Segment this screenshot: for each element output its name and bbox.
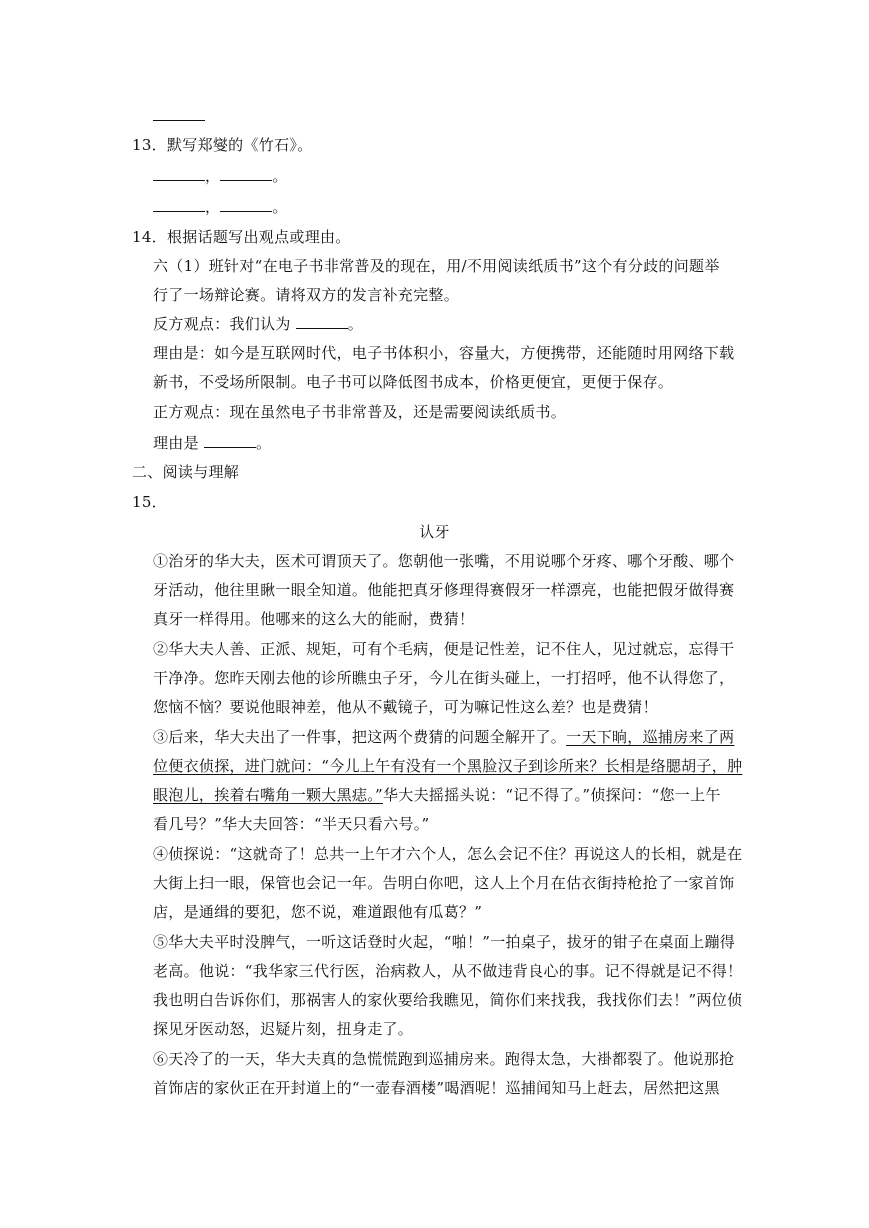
- q14-reason-line-2: 新书，不受场所限制。电子书可以降低图书成本，价格更便宜，更便于保存。: [153, 373, 674, 391]
- answer-blank[interactable]: [220, 197, 272, 212]
- poem-line-1: ， 。: [153, 166, 288, 186]
- passage-line: 眼泡儿，挨着右嘴角一颗大黑痣。”华大夫摇摇头说：“记不得了。”侦探问：“您一上午: [153, 786, 721, 804]
- passage-line: ⑥天冷了的一天，华大夫真的急慌慌跑到巡捕房来。跑得太急，大褂都裂了。他说那抢: [153, 1050, 735, 1068]
- answer-blank[interactable]: [220, 166, 272, 181]
- passage-line: ①治牙的华大夫，医术可谓顶天了。您朝他一张嘴，不用说哪个牙疼、哪个牙酸、哪个: [153, 552, 735, 570]
- section-heading: 二、阅读与理解: [132, 463, 240, 481]
- passage-line: 真牙一样得用。他哪来的这么大的能耐，费猜！: [153, 610, 475, 628]
- answer-blank[interactable]: [296, 314, 348, 329]
- passage-line: ②华大夫人善、正派、规矩，可有个毛病，便是记性差，记不住人，见过就忘，忘得干: [153, 640, 735, 658]
- passage-line: 牙活动，他往里瞅一眼全知道。他能把真牙修理得赛假牙一样漂亮，也能把假牙做得赛: [153, 581, 735, 599]
- q14-prompt-line-1: 六（1）班针对“在电子书非常普及的现在，用/不用阅读纸质书”这个有分歧的问题举: [153, 257, 720, 275]
- underlined-sentence: 位便衣侦探，进门就问：“今儿上午有没有一个黑脸汉子到诊所来？长相是络腮胡子，肿: [153, 757, 743, 775]
- passage-line: [153, 756, 742, 776]
- question-14-title: 14．根据话题写出观点或理由。: [132, 228, 351, 246]
- poem-line-2: ， 。: [153, 197, 288, 217]
- q14-reason-2: 理由是 。: [153, 434, 272, 452]
- passage-line: 看几号？”华大夫回答：“半天只看六号。”: [153, 815, 430, 833]
- passage-title: 认牙: [419, 523, 450, 541]
- passage-line: 大街上扫一眼，保管也会记一年。告明白你吧，这人上个月在估衣街持枪抢了一家首饰: [153, 874, 735, 892]
- q14-prompt-line-2: 行了一场辩论赛。请将双方的发言补充完整。: [153, 286, 460, 304]
- passage-line: 老高。他说：“我华家三代行医，治病救人，从不做违背良心的事。记不得就是记不得！: [153, 962, 743, 980]
- q14-reason-line-1: 理由是：如今是互联网时代，电子书体积小，容量大，方便携带，还能随时用网络下载: [153, 344, 735, 362]
- passage-line: 我也明白告诉你们，那祸害人的家伙要给我瞧见，简你们来找我，我找你们去！”两位侦: [153, 991, 743, 1009]
- passage-line: 店，是通缉的要犯，您不说，难道跟他有瓜葛？”: [153, 903, 483, 921]
- underlined-sentence: 眼泡儿，挨着右嘴角一颗大黑痣。”: [153, 786, 383, 804]
- q14-fan-viewpoint: 反方观点：我们认为 。: [153, 315, 364, 333]
- answer-blank[interactable]: [204, 433, 256, 448]
- passage-line: ⑤华大夫平时没脾气，一听这话登时火起，“啪！”一拍桌子，拔牙的钳子在桌面上蹦得: [153, 933, 736, 951]
- passage-line: 您恼不恼？要说他眼神差，他从不戴镜子，可为嘛记性这么差？也是费猜！: [153, 698, 658, 716]
- answer-blank[interactable]: [153, 166, 205, 181]
- passage-line: ④侦探说：“这就奇了！总共一上午才六个人，怎么会记不住？再说这人的长相，就是在: [153, 845, 743, 863]
- answer-blank[interactable]: [153, 106, 205, 126]
- question-15-number: 15．: [132, 493, 167, 511]
- question-13-title: 13．默写郑燮的《竹石》。: [132, 136, 313, 154]
- passage-line: 干净净。您昨天刚去他的诊所瞧虫子牙，今儿在街头碰上，一打招呼，他不认得您了，: [153, 669, 735, 687]
- passage-line: 探见牙医动怒，迟疑片刻，扭身走了。: [153, 1020, 414, 1038]
- passage-line: ③后来，华大夫出了一件事，把这两个费猜的问题全解开了。一天下晌，巡捕房来了两: [153, 728, 735, 746]
- underlined-sentence: 一天下晌，巡捕房来了两: [566, 728, 735, 746]
- answer-blank[interactable]: [153, 197, 205, 212]
- passage-line: 首饰店的家伙正在开封道上的“一壶春酒楼”喝酒呢！巡捕闻知马上赶去，居然把这黑: [153, 1079, 720, 1097]
- q14-zheng-viewpoint: 正方观点：现在虽然电子书非常普及，还是需要阅读纸质书。: [153, 403, 567, 421]
